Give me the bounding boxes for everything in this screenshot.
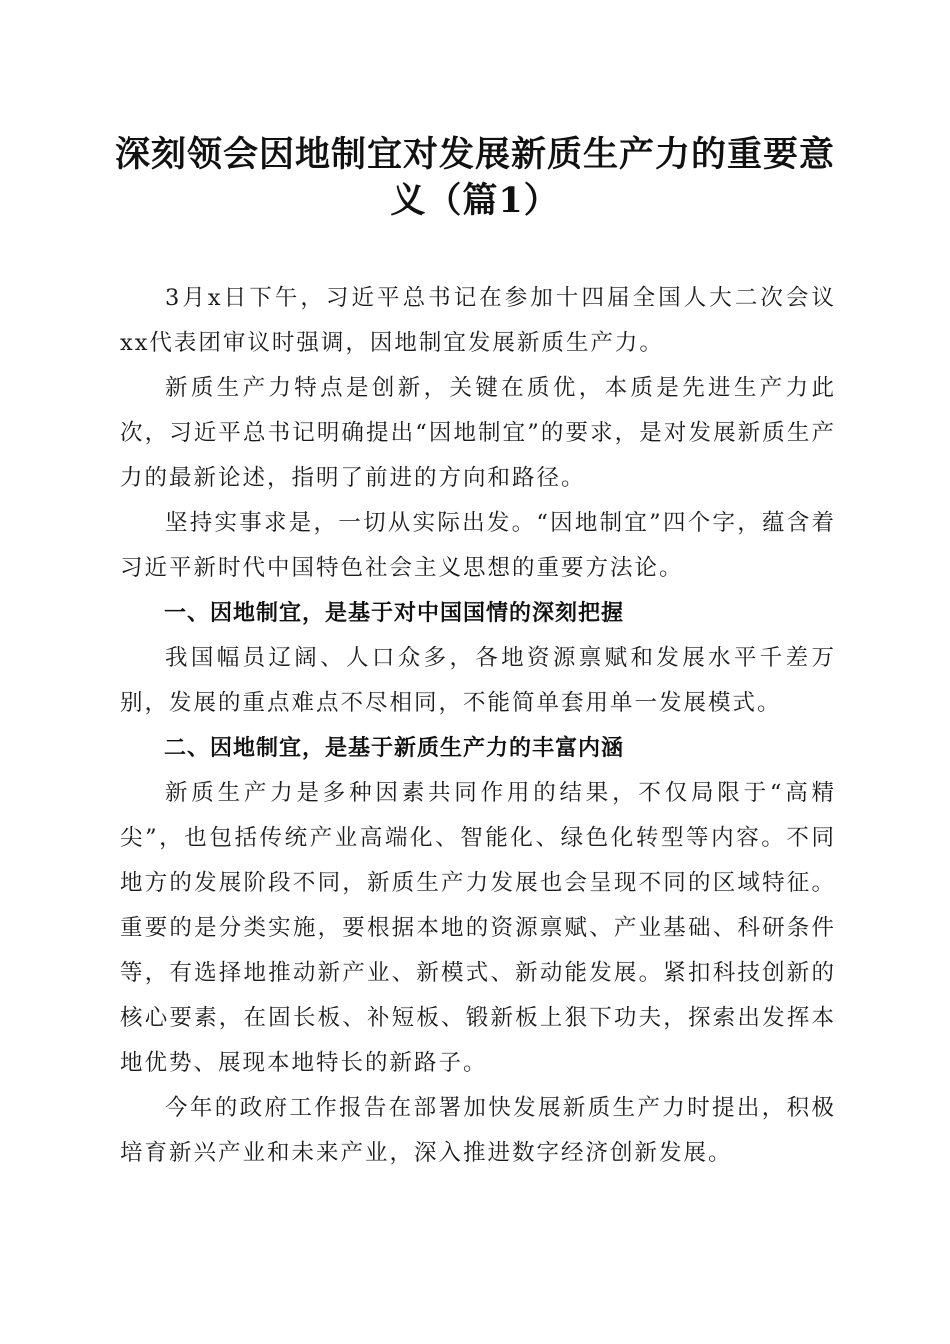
document-body — [120, 276, 836, 1176]
paragraph-intro: 3月x日下午，习近平总书记在参加十四届全国人大二次会议xx代表团审议时强调，因地制宜发展新质生产力。 — [120, 285, 836, 356]
document-title: 深刻领会因地制宜对发展新质生产力的重要意义（篇1） — [114, 134, 835, 221]
paragraph-methodology: 坚持实事求是，一切从实际出发。“因地制宜”四个字，蕴含着习近平新时代中国特色社会主义思想的重要方法论。 — [120, 510, 836, 581]
section-2-paragraph-2: 今年的政府工作报告在部署加快发展新质生产力时提出，积极培育新兴产业和未来产业，深入推进数字经济创新发展。 — [120, 1095, 836, 1166]
section-1-paragraph: 我国幅员辽阔、人口众多，各地资源禀赋和发展水平千差万别，发展的重点难点不尽相同，不能简单套用单一发展模式。 — [120, 645, 836, 716]
section-2-paragraph-1: 新质生产力是多种因素共同作用的结果，不仅局限于“高精尖”，也包括传统产业高端化、智能化、绿色化转型等内容。不同地方的发展阶段不同，新质生产力发展也会呈现不同的区域特征。重要的是分类实施，要根据本地的资源禀赋、产业基础、科研条件等，有选择地推动新产业、新模式、新动能发展。紧扣科技创新的核心要素，在固长板、补短板、锻新板上狠下功夫，探索出发挥本地优势、展现本地特长的新路子。 — [120, 780, 836, 1076]
section-heading-1: 一、因地制宜，是基于对中国国情的深刻把握 — [164, 601, 625, 626]
section-heading-2: 二、因地制宜，是基于新质生产力的丰富内涵 — [164, 736, 625, 761]
paragraph-features: 新质生产力特点是创新，关键在质优，本质是先进生产力此次，习近平总书记明确提出“因地制宜”的要求，是对发展新质生产力的最新论述，指明了前进的方向和路径。 — [120, 375, 836, 491]
